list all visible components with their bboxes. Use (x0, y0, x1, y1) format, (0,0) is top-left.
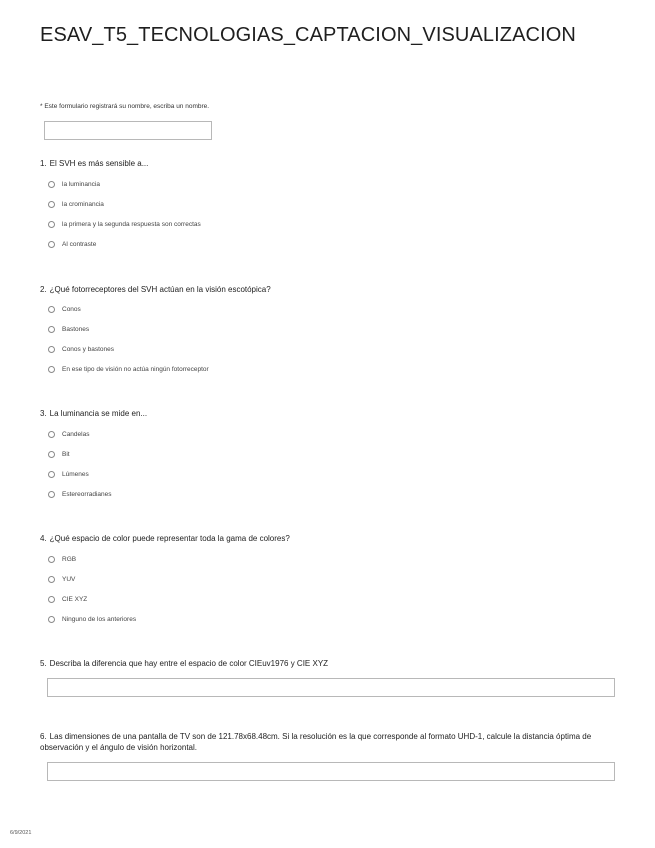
question-6 (40, 731, 615, 753)
option-label: Candelas (62, 430, 90, 438)
name-input[interactable] (44, 121, 212, 140)
question-text: 3. La luminancia se mide en... (40, 409, 148, 418)
radio-button[interactable] (48, 306, 55, 313)
question-4 (40, 533, 625, 623)
option-radio[interactable] (48, 219, 201, 229)
radio-button[interactable] (48, 431, 55, 438)
radio-button[interactable] (48, 491, 55, 498)
radio-button[interactable] (48, 366, 55, 373)
radio-button[interactable] (48, 326, 55, 333)
option-label: CIE XYZ (62, 595, 88, 603)
option-radio[interactable] (48, 489, 112, 499)
option-radio[interactable] (48, 344, 114, 354)
option-label: la primera y la segunda respuesta son correctas (62, 220, 201, 228)
radio-button[interactable] (48, 596, 55, 603)
option-radio[interactable] (48, 364, 209, 374)
radio-button[interactable] (48, 181, 55, 188)
radio-button[interactable] (48, 221, 55, 228)
option-label: YUV (62, 575, 76, 583)
question-2 (40, 284, 625, 373)
radio-button[interactable] (48, 556, 55, 563)
radio-button[interactable] (48, 201, 55, 208)
option-label: Ninguno de los anteriores (62, 615, 137, 623)
option-radio[interactable] (48, 239, 96, 249)
answer-textbox[interactable] (47, 678, 615, 697)
radio-button[interactable] (48, 471, 55, 478)
option-radio[interactable] (48, 594, 87, 604)
option-radio[interactable] (48, 574, 75, 584)
option-label: Conos (62, 305, 81, 313)
option-label: la luminancia (62, 180, 100, 188)
option-label: Estereorradianes (62, 490, 112, 498)
radio-button[interactable] (48, 451, 55, 458)
option-label: Bastones (62, 325, 90, 333)
question-text: 2. ¿Qué fotorreceptores del SVH actúan en la visión escotópica? (40, 285, 271, 294)
question-text: 5. Describa la diferencia que hay entre el espacio de color CIEuv1976 y CIE XYZ (40, 659, 329, 668)
radio-button[interactable] (48, 346, 55, 353)
option-radio[interactable] (48, 429, 89, 439)
question-text: 4. ¿Qué espacio de color puede representar toda la gama de colores? (40, 534, 290, 543)
option-label: En ese tipo de visión no actúa ningún fotorreceptor (62, 365, 209, 373)
option-radio[interactable] (48, 554, 76, 564)
option-label: Al contraste (62, 240, 97, 248)
radio-button[interactable] (48, 616, 55, 623)
option-label: Conos y bastones (62, 345, 115, 353)
question-1 (40, 158, 625, 248)
form-intro: * Este formulario registrará su nombre, escriba un nombre. (40, 103, 210, 110)
question-text: 6. Las dimensiones de una pantalla de TV son de 121.78x68.48cm. Si la resolución es la que corresponde al formato UHD-1, calcule la distancia óptima de observación y el ángulo de visión horizontal. (40, 732, 592, 752)
option-radio[interactable] (48, 324, 89, 334)
option-label: Lúmenes (62, 470, 89, 478)
option-label: RGB (62, 555, 77, 563)
radio-button[interactable] (48, 576, 55, 583)
question-5 (40, 658, 625, 669)
option-radio[interactable] (48, 469, 89, 479)
footer-date: 6/9/2021 (10, 830, 32, 836)
option-label: la crominancia (62, 200, 104, 208)
option-label: Bit (62, 450, 70, 458)
option-radio[interactable] (48, 199, 104, 209)
option-radio[interactable] (48, 449, 70, 459)
radio-button[interactable] (48, 241, 55, 248)
option-radio[interactable] (48, 614, 136, 624)
option-radio[interactable] (48, 304, 81, 314)
question-3 (40, 408, 625, 498)
form-title: ESAV_T5_TECNOLOGIAS_CAPTACION_VISUALIZACION (40, 24, 576, 46)
option-radio[interactable] (48, 179, 100, 189)
question-text: 1. El SVH es más sensible a... (40, 159, 149, 168)
answer-textbox[interactable] (47, 762, 615, 781)
